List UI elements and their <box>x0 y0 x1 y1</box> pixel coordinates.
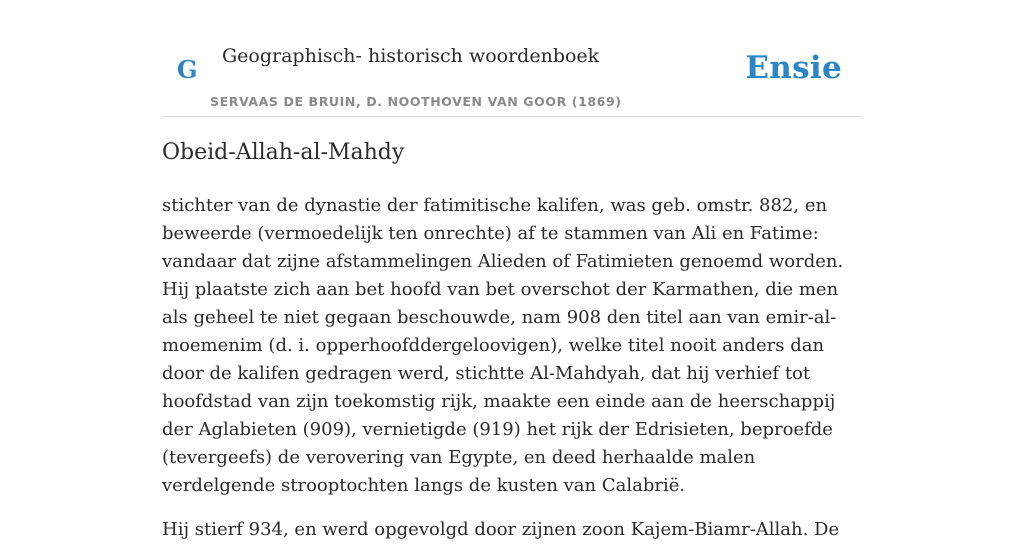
entry-title: Obeid-Allah-al-Mahdy <box>162 140 405 165</box>
dictionary-authors: SERVAAS DE BRUIN, D. NOOTHOVEN VAN GOOR (1869) <box>210 94 622 109</box>
index-letter-link[interactable]: G <box>177 55 198 84</box>
ensie-logo-link[interactable]: Ensie <box>745 50 842 86</box>
entry-paragraph: Hij stierf 934, en werd opgevolgd door zijnen zoon Kajem-Biamr-Allah. De <box>162 519 840 540</box>
page <box>162 0 862 540</box>
dictionary-header <box>162 0 862 117</box>
entry-paragraph: stichter van de dynastie der fatimitische kalifen, was geb. omstr. 882, en beweerde (vermoedelijk ten onrechte) af te stammen van Ali en Fatime: vandaar dat zijne afstammelingen Alieden of Fatimieten genoemd worden. Hij plaatste zich aan bet hoofd van bet overschot der Karmathen, die men als geheel te niet gegaan beschouwde, nam 908 den titel aan van emir-al-moemenim (d. i. opperhoofddergeloovigen), welke titel nooit anders dan door de kalifen gedragen werd, stichtte Al-Mahdyah, dat hij verhief tot hoofdstad van zijn toekomstig rijk, maakte een einde aan de heerschappij der Aglabieten (909), vernietigde (919) het rijk der Edrisieten, beproefde (tevergeefs) de verovering van Egypte, en deed herhaalde malen verdelgende strooptochten langs de kusten van Calabrië. <box>162 195 844 496</box>
entry-body <box>162 192 862 560</box>
dictionary-title-link[interactable]: Geographisch- historisch woordenboek <box>222 45 600 67</box>
